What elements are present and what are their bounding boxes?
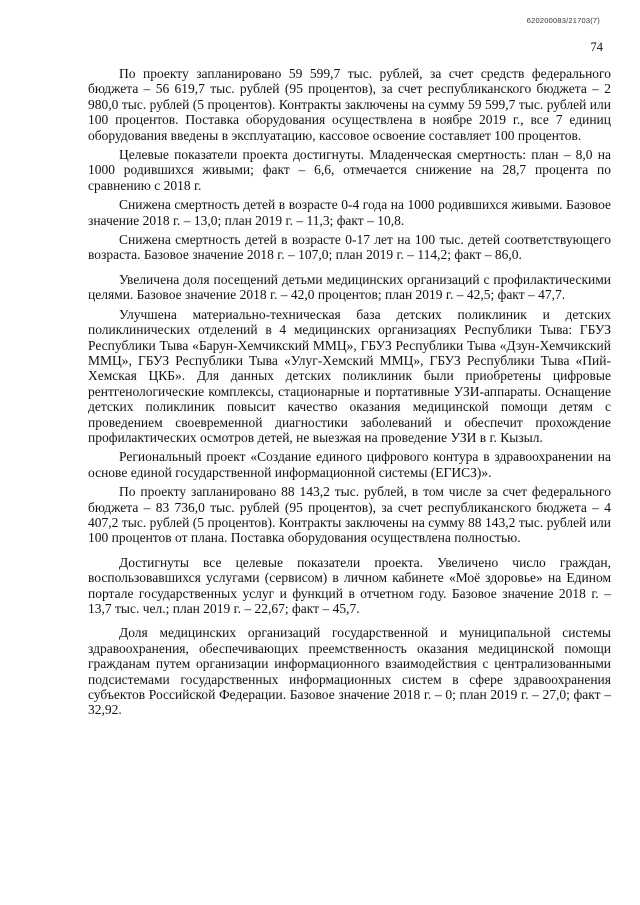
paragraph-polyclinics: Улучшена материально-техническая база детских поликлиник и детских поликлинических отделений в 4 медицинских организациях Республики Тыва: ГБУЗ Республики Тыва «Барун-Хемчикский ММЦ», ГБУЗ Республики Тыва «Дзун-Хемчикский ММЦ», ГБУЗ Республики Тыва «Улуг-Хемский ММЦ», ГБУЗ Республики Тыва «Пий-Хемская ЦКБ». Для данных детских поликлиник были приобретены цифровые рентгенологические комплексы, стационарные и портативные УЗИ-аппараты. Оснащение детских поликлиник повысит качество оказания медицинской помощи детям с проведением своевременной диагностики заболеваний и обеспечит прохождение профилактических осмотров детей, не выезжая на проведение УЗИ в г. Кызыл. [88,306,611,445]
document-id: 620200083/21703(7) [526,16,600,25]
page-number: 74 [590,40,603,54]
paragraph-infant-mortality: Целевые показатели проекта достигнуты. Младенческая смертность: план – 8,0 на 1000 родившихся живыми; факт – 6,6, отмечается снижение на 28,7 процента по сравнению с 2018 г. [88,147,611,193]
paragraph-funding-project-1: По проекту запланировано 59 599,7 тыс. рублей, за счет средств федерального бюджета – 56 619,7 тыс. рублей (95 процентов), за счет республиканского бюджета – 2 980,0 тыс. рублей (5 процентов). Контракты заключены на сумму 59 599,7 тыс. рублей или 100 процентов. Поставка оборудования осуществлена в ноябре 2019 г., все 7 единиц оборудования введены в эксплуатацию, кассовое освоение составляет 100 процентов. [88,66,611,143]
document-body [88,66,611,718]
paragraph-preventive-visits: Увеличена доля посещений детьми медицинских организаций с профилактическими целями. Базовое значение 2018 г. – 42,0 процентов; план 2019 г. – 42,5; факт – 47,7. [88,271,611,303]
paragraph-medical-orgs-share: Доля медицинских организаций государственной и муниципальной системы здравоохранения, обеспечивающих преемственность оказания медицинской помощи гражданам путем организации информационного взаимодействия с централизованными подсистемами государственных информационных систем в сфере здравоохранения субъектов Российской Федерации. Базовое значение 2018 г. – 0; план 2019 г. – 27,0; факт – 32,92. [88,625,611,718]
paragraph-mortality-0-4: Снижена смертность детей в возрасте 0-4 года на 1000 родившихся живыми. Базовое значение 2018 г. – 13,0; план 2019 г. – 11,3; факт – 10,8. [88,197,611,228]
paragraph-funding-project-2: По проекту запланировано 88 143,2 тыс. рублей, в том числе за счет федерального бюджета – 83 736,0 тыс. рублей (95 процентов), за счет республиканского бюджета – 4 407,2 тыс. рублей (5 процентов). Контракты заключены на сумму 88 143,2 тыс. рублей или 100 процентов от плана. Поставка оборудования осуществлена полностью. [88,484,611,546]
paragraph-regional-project-title: Региональный проект «Создание единого цифрового контура в здравоохранении на основе единой государственной информационной системы (ЕГИСЗ)». [88,449,611,480]
paragraph-targets-achieved: Достигнуты все целевые показатели проекта. Увеличено число граждан, воспользовавшихся услугами (сервисом) в личном кабинете «Моё здоровье» на Едином портале государственных услуг и функций в отчетном году. Базовое значение 2018 г. – 13,7 тыс. чел.; план 2019 г. – 22,67; факт – 45,7. [88,554,611,616]
paragraph-mortality-0-17: Снижена смертность детей в возрасте 0-17 лет на 100 тыс. детей соответствующего возраста. Базовое значение 2018 г. – 107,0; план 2019 г. – 114,2; факт – 86,0. [88,232,611,263]
